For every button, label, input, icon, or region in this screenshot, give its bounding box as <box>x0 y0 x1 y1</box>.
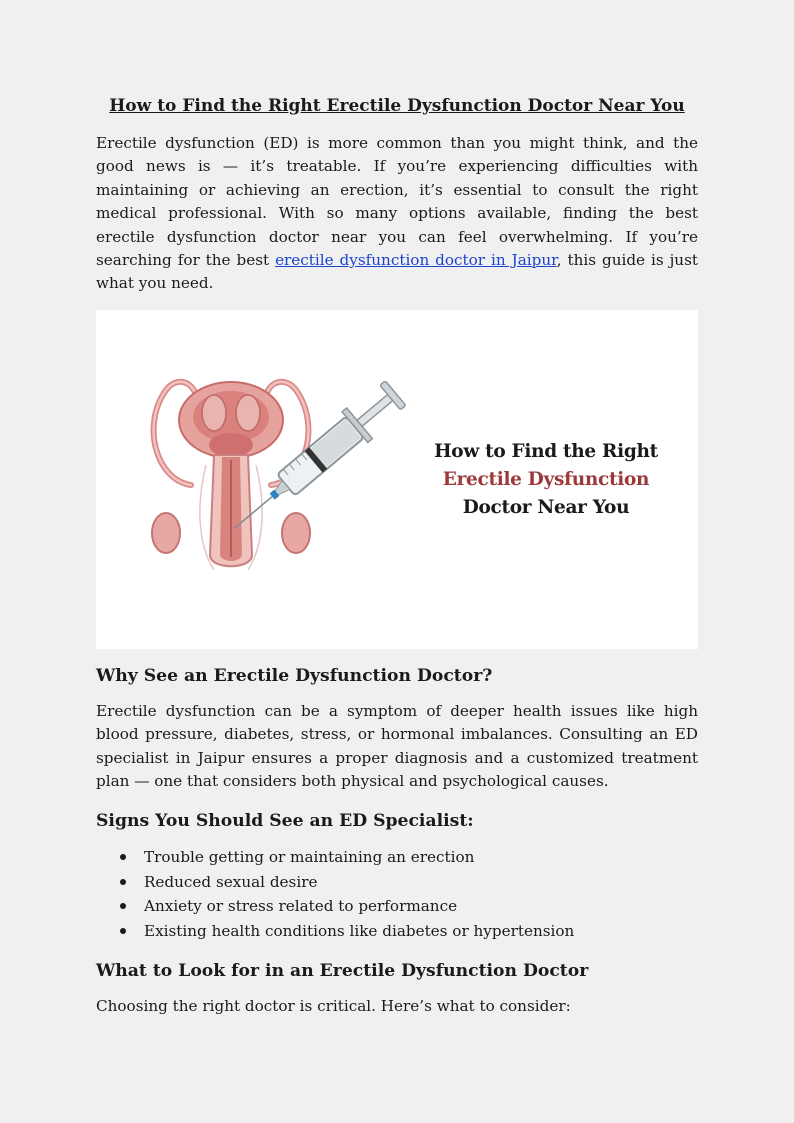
what-section-heading: What to Look for in an Erectile Dysfunction Doctor <box>96 961 589 982</box>
list-item <box>96 845 698 870</box>
list-item <box>96 919 698 944</box>
why-section-paragraph: Erectile dysfunction can be a symptom of deeper health issues like high blood pressure, diabetes, stress, or hormonal imbalances. Consulting an ED specialist in Jaipur ensures a proper diagnosis and a customized treatment plan — one that considers both physical and psychological causes. <box>96 701 698 791</box>
signs-list <box>96 845 698 943</box>
intro-paragraph <box>96 132 698 296</box>
intro-text-end: , this guide is just what you need. <box>96 251 698 293</box>
list-item-text: Reduced sexual desire <box>144 872 318 891</box>
bullet-icon <box>120 928 126 934</box>
hero-caption-line-1: How to Find the Right <box>434 440 658 462</box>
list-item <box>96 894 698 919</box>
bullet-icon <box>120 903 126 909</box>
ed-doctor-jaipur-link[interactable]: erectile dysfunction doctor in Jaipur <box>275 251 557 270</box>
list-item <box>96 870 698 895</box>
hero-banner-image <box>96 310 698 649</box>
hero-caption <box>426 438 666 522</box>
list-item-text: Anxiety or stress related to performance <box>144 897 458 916</box>
document-content <box>96 92 698 1019</box>
bullet-icon <box>120 854 126 860</box>
bullet-icon <box>120 879 126 885</box>
why-section-heading: Why See an Erectile Dysfunction Doctor? <box>96 665 493 686</box>
intro-text: Erectile dysfunction (ED) is more common than you might think, and the good news is — it’s treatable. If you’re experiencing difficulties with maintaining or achieving an erection, it’s essential to consult the right medical professional. With so many options available, finding the best erectile dysfunction doctor near you can feel overwhelming. If you’re searching for the best <box>96 134 698 270</box>
what-section-paragraph: Choosing the right doctor is critical. Here’s what to consider: <box>96 997 571 1016</box>
hero-caption-line-2: Erectile Dysfunction <box>442 468 650 490</box>
anatomy-syringe-illustration <box>136 365 416 595</box>
signs-section-heading: Signs You Should See an ED Specialist: <box>96 811 474 832</box>
page-title: How to Find the Right Erectile Dysfunction Doctor Near You <box>109 96 685 116</box>
list-item-text: Existing health conditions like diabetes or hypertension <box>144 921 575 940</box>
list-item-text: Trouble getting or maintaining an erection <box>144 848 475 867</box>
hero-caption-line-3: Doctor Near You <box>462 496 630 518</box>
